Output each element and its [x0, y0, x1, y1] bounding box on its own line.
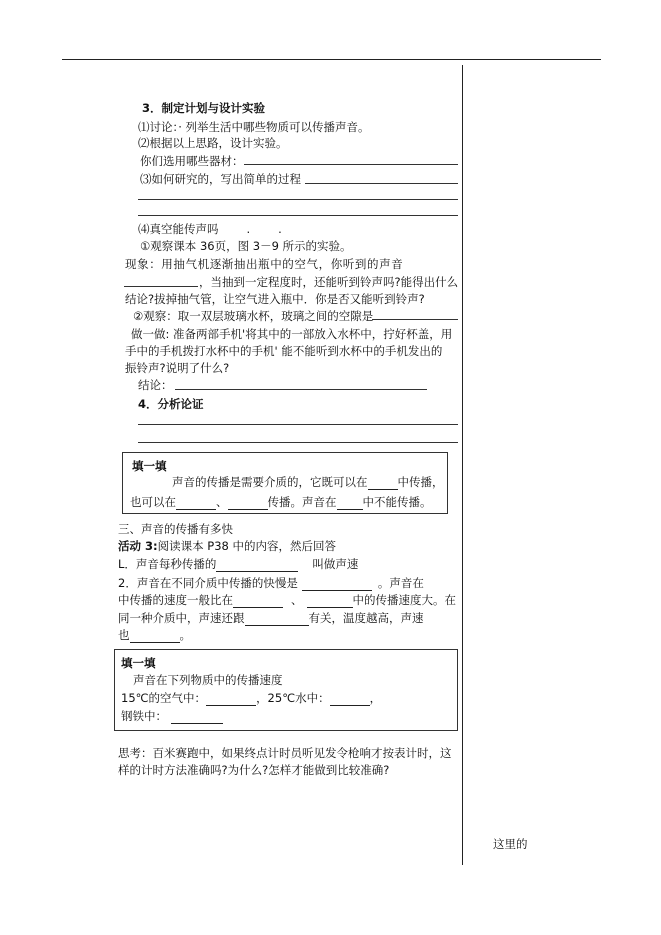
speed-q2-line-2: 中传播的速度一般比在 、 中的传播速度大。在 [118, 593, 456, 607]
tryit-line-3: 振铃声?说明了什么? [125, 361, 230, 375]
margin-divider [462, 65, 463, 865]
conclusion-blank [175, 389, 427, 390]
analysis-blank-2 [138, 442, 458, 443]
design-item: ⑵根据以上思路，设计实验。 [138, 136, 288, 150]
speed-q2-line-3: 同一种介质中，声速还跟 有关，温度越高，声速 [118, 611, 424, 625]
fill-box-1-line-1: 声音的传播是需要介质的，它既可以在 中传播， [172, 475, 444, 489]
phenomenon-blank [124, 286, 198, 287]
observe-1: ①观察课本 36页，图 3－9 所示的实验。 [140, 239, 352, 253]
speed-heading: 三、声音的传播有多快 [118, 522, 233, 536]
process-blank-3 [138, 215, 458, 216]
section-4-heading: 4．分析论证 [138, 397, 204, 411]
think-line-1: 思考：百米赛跑中，如果终点计时员听见发令枪响才按表计时，这 [118, 746, 452, 760]
tryit-line-1: 做一做: 准备两部手机'将其中的一部放入水杯中，拧好杯盖，用 [131, 327, 453, 341]
activity-3: 活动 3:阅读课本 P38 中的内容，然后回答 [118, 539, 336, 553]
fill-box-1-line-2: 也可以在 、 传播。声音在 中不能传播。 [130, 495, 432, 509]
observe-2: ②观察：取一双层玻璃水杯，玻璃之间的空隙是 [133, 309, 374, 323]
conclusion-prompt: 结论： [138, 378, 173, 392]
phenomenon-line-2: ，当抽到一定程度时，还能听到铃声吗?能得出什么 [199, 275, 459, 289]
tryit-line-2: 手中的手机拨打水杯中的手机' 能不能听到水杯中的手机发出的 [125, 344, 443, 358]
equipment-prompt: 你们选用哪些器材： [140, 154, 244, 168]
process-blank-2 [138, 199, 458, 200]
top-rule [62, 59, 601, 60]
process-blank-1 [305, 183, 458, 184]
fill-box-1-title: 填一填 [132, 459, 167, 473]
analysis-blank-1 [138, 424, 458, 425]
speed-q2-line-1: 2．声音在不同介质中传播的快慢是 。声音在 [118, 576, 424, 590]
equipment-blank [244, 164, 458, 165]
observe-2-blank [372, 319, 458, 320]
fill-box-2-title: 填一填 [121, 656, 156, 670]
fill-box-2-line-air: 15℃的空气中： ，25℃水中： ， [121, 691, 382, 705]
margin-note: 这里的 [493, 837, 528, 851]
fill-box-2-line-steel: 钢铁中： [121, 708, 223, 724]
vacuum-item: ⑷真空能传声吗 . . [138, 222, 282, 236]
phenomenon-line-1: 现象：用抽气机逐渐抽出瓶中的空气，你听到的声音 [125, 257, 404, 271]
fill-box-2-subtitle: 声音在下列物质中的传播速度 [133, 673, 283, 687]
phenomenon-line-3: 结论?拔掉抽气管，让空气进入瓶中．你是否又能听到铃声? [125, 292, 425, 306]
vacuum-label: ⑷真空能传声吗 [138, 222, 219, 236]
discuss-item: ⑴讨论：· 列举生活中哪些物质可以传播声音。 [138, 120, 370, 134]
speed-q2-line-4: 也 。 [118, 628, 191, 642]
process-prompt: ⑶如何研究的，写出简单的过程 [140, 172, 301, 186]
section-3-heading: 3．制定计划与设计实验 [142, 101, 266, 115]
think-line-2: 样的计时方法准确吗?为什么?怎样才能做到比较准确? [118, 763, 390, 777]
speed-q1: L．声音每秒传播的 叫做声速 [118, 557, 359, 571]
